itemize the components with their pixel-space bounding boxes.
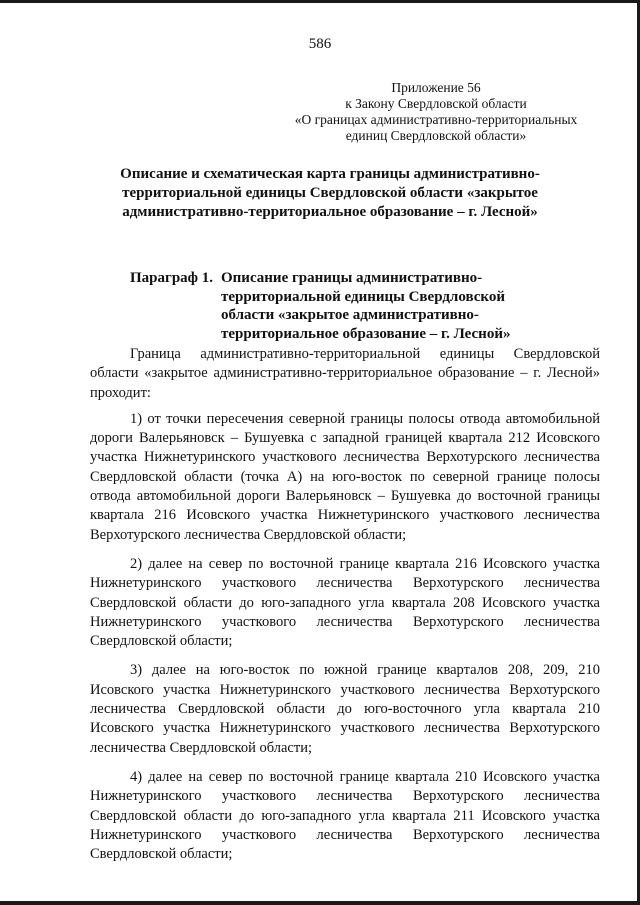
appendix-reference — [286, 80, 586, 144]
paragraph-number: Параграф 1. — [130, 270, 214, 286]
appendix-line-2: к Закону Свердловской области — [345, 96, 527, 111]
paragraph-heading — [130, 269, 550, 343]
paragraph-heading-text: Описание границы административно-территориальной единицы Свердловской области «закрытое административно-территориальное образование – г. Лесной» — [221, 270, 511, 342]
appendix-line-1: Приложение 56 — [391, 80, 481, 95]
body-item-1: 1) от точки пересечения северной границы полосы отвода автомобильной дороги Валерьяновск – Бушуевка с западной границей квартала 212 Исовского участка Нижнетуринского участкового лесничества Верхотурского лесничества Свердловской области (точка А) на юго-восток по северной границе полосы отвода автомобильной дороги Валерьяновск – Бушуевка до восточной границы квартала 216 Исовского участка Нижнетуринского участкового лесничества Верхотурского лесничества Свердловской области; — [90, 410, 600, 543]
document-title: Описание и схематическая карта границы административно-территориальной единицы Свердловской области «закрытое административно-территориальное образование – г. Лесной» — [120, 166, 540, 220]
scan-border-top — [0, 0, 640, 3]
scan-border-bottom — [0, 901, 640, 905]
page-number: 586 — [308, 36, 332, 52]
body-item-3: 3) далее на юго-восток по южной границе кварталов 208, 209, 210 Исовского участка Нижнетуринского участкового лесничества Верхотурского лесничества Свердловской области до юго-восточного угла квартала 210 Исовского участка Нижнетуринского участкового лесничества Верхотурского лесничества Свердловской области; — [90, 662, 600, 756]
document-body — [90, 345, 600, 874]
body-item-4: 4) далее на север по восточной границе квартала 210 Исовского участка Нижнетуринского участкового лесничества Верхотурского лесничества Свердловской области до юго-западного угла квартала 211 Исовского участка Нижнетуринского участкового лесничества Верхотурского лесничества Свердловской области; — [90, 768, 600, 863]
appendix-line-3: «О границах административно-территориальных единиц Свердловской области» — [294, 112, 578, 143]
body-item-2: 2) далее на север по восточной границе квартала 216 Исовского участка Нижнетуринского участкового лесничества Верхотурского лесничества Свердловской области до юго-западного угла квартала 208 Исовского участка Нижнетуринского участкового лесничества Верхотурского лесничества Свердловской области; — [90, 555, 600, 650]
body-intro: Граница административно-территориальной единицы Свердловской области «закрытое административно-территориальное образование – г. Лесной» проходит: — [90, 346, 600, 401]
